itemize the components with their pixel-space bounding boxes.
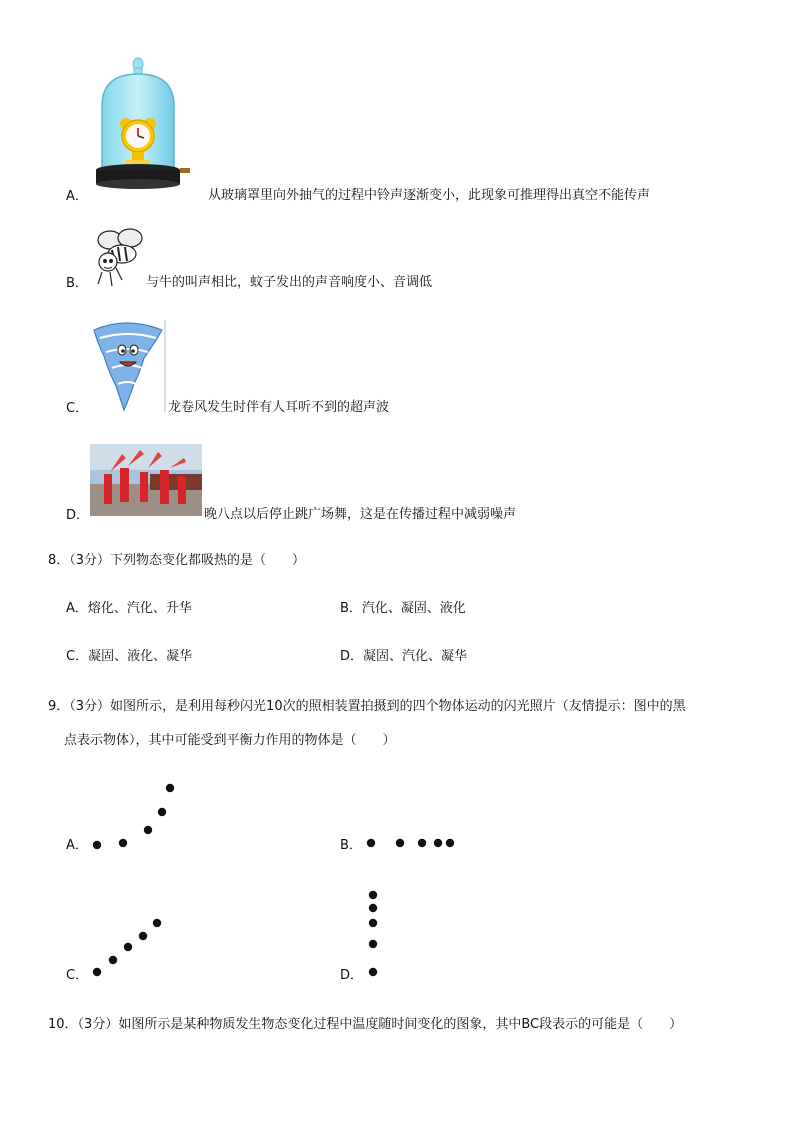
- q8-option-c-label: C．: [66, 649, 89, 664]
- q7-option-d-text: 晚八点以后停止跳广场舞，这是在传播过程中减弱噪声: [204, 507, 517, 522]
- q8-option-a-label: A．: [66, 601, 88, 616]
- q8-option-d[interactable]: [340, 648, 467, 666]
- q7-option-a-text: 从玻璃罩里向外抽气的过程中铃声逐渐变小，此现象可推理得出真空不能传声: [208, 188, 651, 203]
- q9-stem-line2: 点表示物体），其中可能受到平衡力作用的物体是（ ）: [64, 733, 396, 748]
- q7-option-b-text: 与牛的叫声相比，蚊子发出的声音响度小、音调低: [146, 275, 433, 290]
- q9-option-b-dots: [362, 834, 458, 852]
- q7-option-b-label: B．: [66, 276, 88, 291]
- tornado-cartoon-image: [90, 318, 166, 414]
- q8-option-d-text: 凝固、汽化、凝华: [363, 649, 468, 664]
- q8-option-a[interactable]: [66, 600, 192, 618]
- q9-option-c-dots: [88, 914, 168, 980]
- q8-option-a-text: 熔化、汽化、升华: [87, 601, 192, 616]
- q9-stem-line1: 9．（3分）如图所示，是利用每秒闪光10次的照相装置拍摄到的四个物体运动的闪光照片（友情提示：图中的黑: [48, 699, 686, 714]
- q9-option-d-label: D．: [340, 968, 364, 983]
- q8-option-b-text: 汽化、凝固、液化: [361, 601, 466, 616]
- q8-option-d-label: D．: [340, 649, 364, 664]
- q7-option-c-label: C．: [66, 401, 89, 416]
- q7-option-d-label: D．: [66, 508, 90, 523]
- q7-option-a-label: A．: [66, 189, 88, 204]
- q9-option-c-label: C．: [66, 968, 89, 983]
- q8-option-b-label: B．: [340, 601, 362, 616]
- q8-stem: 8．（3分）下列物态变化都吸热的是（ ）: [48, 553, 306, 568]
- q9-option-d-dots: [364, 886, 382, 980]
- q8-option-c[interactable]: [66, 648, 192, 666]
- q8-option-c-text: 凝固、液化、凝华: [88, 649, 193, 664]
- bell-jar-alarm-clock-image: [88, 56, 206, 196]
- q7-option-c-text: 龙卷风发生时伴有人耳听不到的超声波: [168, 400, 390, 415]
- q9-option-b-label: B．: [340, 838, 362, 853]
- mosquito-cartoon-image: [92, 228, 146, 288]
- square-dance-photo: [90, 444, 202, 516]
- q8-option-b[interactable]: [340, 600, 466, 618]
- q10-stem: 10．（3分）如图所示是某种物质发生物态变化过程中温度随时间变化的图象，其中BC段表示的可能是（ ）: [48, 1017, 683, 1032]
- q9-option-a-label: A．: [66, 838, 88, 853]
- q9-option-a-dots: [88, 780, 178, 852]
